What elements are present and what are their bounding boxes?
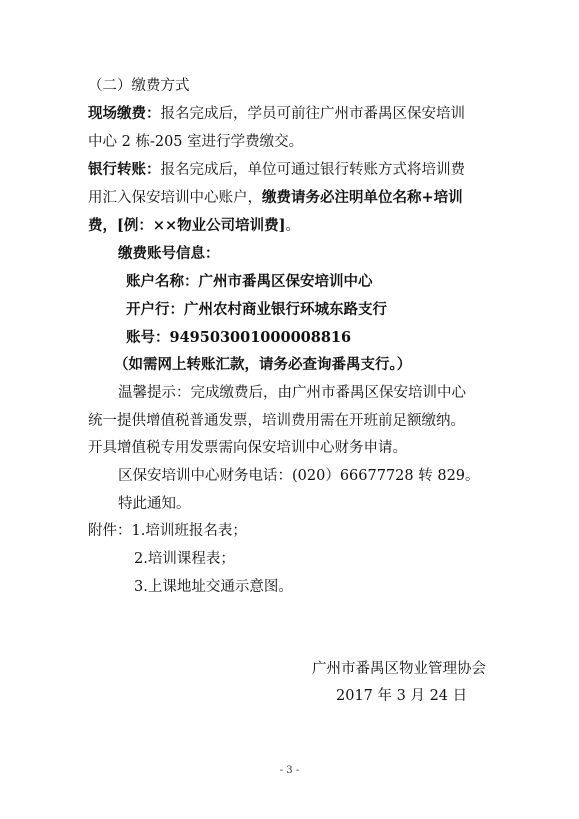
bank-text-line3-end: 。 bbox=[285, 218, 301, 234]
tips-line1: 温馨提示：完成缴费后，由广州市番禺区保安培训中心 bbox=[118, 385, 466, 401]
attachment-item-2: 2.培训课程表； bbox=[134, 551, 235, 567]
bank-paragraph-line2 bbox=[88, 188, 463, 208]
attachment-item-1: 1.培训班报名表； bbox=[131, 523, 247, 539]
bank-text-line1: 报名完成后，单位可通过银行转账方式将培训费 bbox=[160, 162, 465, 178]
signature-date: 2017 年 3 月 24 日 bbox=[336, 688, 468, 704]
account-name-line: 账户名称：广州市番禺区保安培训中心 bbox=[126, 273, 373, 290]
notice-line: 特此通知。 bbox=[118, 496, 191, 512]
tips-line2: 统一提供增值税普通发票，培训费用需在开班前足额缴纳。 bbox=[88, 413, 465, 429]
section-title: （二）缴费方式 bbox=[88, 78, 190, 94]
account-number-line: 账号：949503001000008816 bbox=[126, 329, 352, 346]
account-bank-line: 开户行：广州农村商业银行环城东路支行 bbox=[126, 301, 387, 318]
attachment-label: 附件： bbox=[88, 523, 132, 539]
attachment-line1 bbox=[88, 521, 247, 541]
attachment-item-3: 3.上课地址交通示意图。 bbox=[134, 579, 293, 595]
bank-label: 银行转账： bbox=[88, 161, 161, 178]
onsite-text-line1: 报名完成后，学员可前往广州市番禺区保安培训 bbox=[160, 106, 465, 122]
signature-org: 广州市番禺区物业管理协会 bbox=[312, 661, 486, 677]
onsite-text-line2: 中心 2 栋-205 室进行学费缴交。 bbox=[88, 134, 304, 150]
finance-phone-line: 区保安培训中心财务电话：(020）66677728 转 829。 bbox=[118, 468, 480, 484]
onsite-paragraph-line1 bbox=[88, 104, 465, 124]
bank-text-line3-bold: 费，[例：××物业公司培训费] bbox=[88, 217, 286, 234]
bank-paragraph-line3 bbox=[88, 216, 300, 236]
bank-paragraph-line1 bbox=[88, 160, 465, 180]
account-info-heading: 缴费账号信息： bbox=[118, 245, 220, 262]
tips-line3: 开具增值税专用发票需向保安培训中心财务申请。 bbox=[88, 440, 407, 456]
transfer-note: （如需网上转账汇款，请务必查询番禺支行。） bbox=[114, 356, 412, 373]
page-number: - 3 - bbox=[279, 765, 300, 776]
bank-text-line2-normal: 用汇入保安培训中心账户， bbox=[88, 190, 262, 206]
onsite-label: 现场缴费： bbox=[88, 105, 161, 122]
bank-text-line2-bold: 缴费请务必注明单位名称+培训 bbox=[262, 189, 463, 206]
